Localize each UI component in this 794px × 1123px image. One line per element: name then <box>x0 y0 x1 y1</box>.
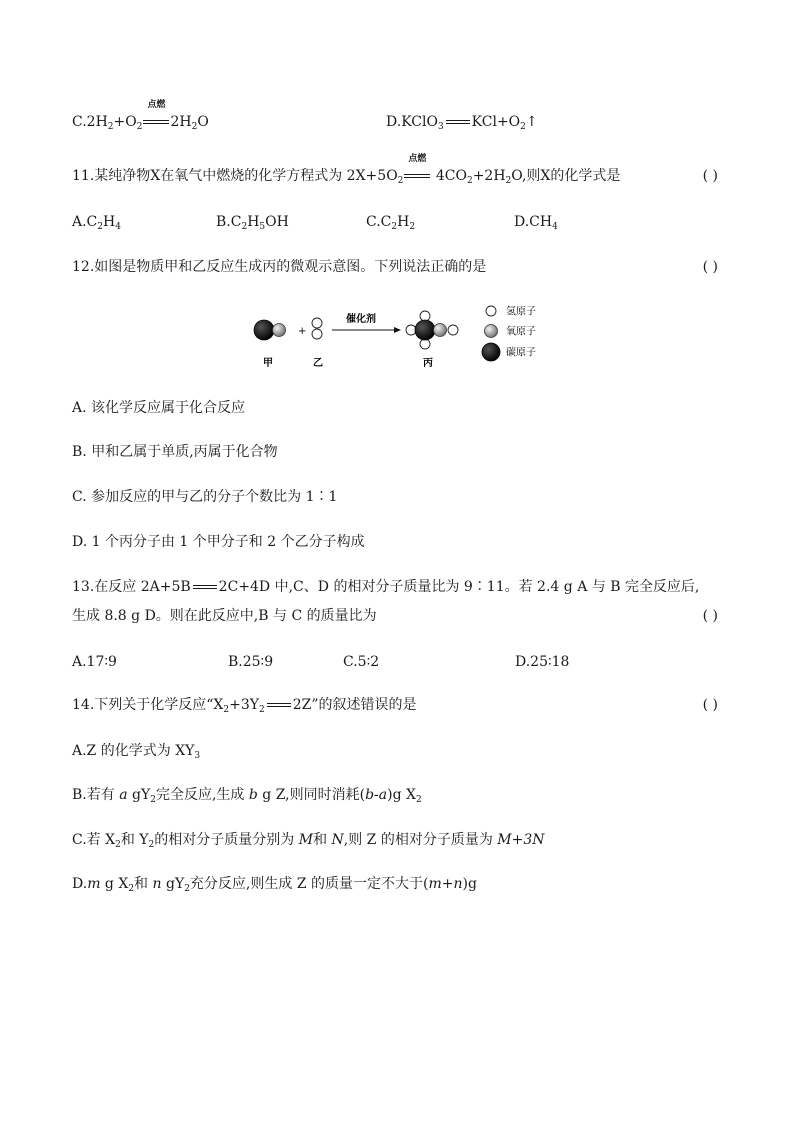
reaction-condition: 点燃 <box>142 112 170 132</box>
arrow-head-icon <box>394 327 401 333</box>
q12-stem: 12.如图是物质甲和乙反应生成丙的微观示意图。下列说法正确的是 <box>72 259 487 275</box>
label-jia: 甲 <box>263 358 273 369</box>
reaction-diagram <box>248 300 548 380</box>
q13-stem-line2: 生成 8.8 g D。则在此反应中,B 与 C 的质量比为 <box>72 608 377 624</box>
q14-answer-paren: ( ) <box>702 697 718 713</box>
carbon-atom <box>415 320 435 340</box>
q12-answer-paren: ( ) <box>702 259 718 275</box>
legend-carbon-label: 碳原子 <box>506 347 536 359</box>
q11-option-b: $B.C_2H_5OH$ <box>216 214 289 232</box>
legend-oxygen-label: 氧原子 <box>506 326 536 338</box>
q13-option-a: A.17∶9 <box>72 654 117 670</box>
q14-stem: 14.下列关于化学反应“$X_2+3Y_2$ 2Z”的叙述错误的是 <box>72 697 417 715</box>
q14-option-c: C.若 $X_2$和 $Y_2$的相对分子质量分别为 M和 N,则 Z 的相对分子质量为 M+3N <box>72 832 545 850</box>
label-bing: 丙 <box>423 358 433 369</box>
plus-sign: + <box>298 326 307 337</box>
hydrogen-atom <box>420 339 430 349</box>
oxygen-atom <box>273 324 286 337</box>
q13-option-d: D.25∶18 <box>515 654 570 670</box>
hydrogen-atom <box>312 318 322 328</box>
q13-stem-line1: 13.在反应 2A+5B 2C+4D 中,C、D 的相对分子质量比为 9∶11。若 2.4 g A 与 B 完全反应后, <box>72 579 700 595</box>
legend-hydrogen-icon <box>486 306 496 316</box>
q11-answer-paren: ( ) <box>702 168 718 184</box>
label-yi: 乙 <box>313 358 323 369</box>
q11-option-d: $D.CH_4$ <box>514 214 558 232</box>
q11-option-c: $C.C_2H_2$ <box>366 214 416 232</box>
q12-option-a: A. 该化学反应属于化合反应 <box>72 400 246 416</box>
q11-stem: 11.某纯净物X在氧气中燃烧的化学方程式为 $2X+5O_2$ 点燃 $4CO_2+2H_2O$,则X的化学式是 <box>72 154 621 186</box>
hydrogen-atom <box>406 325 416 335</box>
q11-option-a: $A.C_2H_4$ <box>72 214 121 232</box>
legend-carbon-icon <box>482 343 500 361</box>
oxygen-atom <box>434 324 447 337</box>
q14-option-d: D.m g $X_2$和 n $gY_2$充分反应,则生成 Z 的质量一定不大于(m+n)g <box>72 876 477 894</box>
q13-option-b: B.25∶9 <box>228 654 274 670</box>
q14-option-b: B.若有 a $gY_2$完全反应,生成 b g Z,则同时消耗(b-a)g $X_2$ <box>72 787 422 805</box>
q12-option-c: C. 参加反应的甲与乙的分子个数比为 1∶1 <box>72 489 338 505</box>
hydrogen-atom <box>448 325 458 335</box>
catalyst-label: 催化剂 <box>346 314 376 325</box>
q13-answer-paren: ( ) <box>702 608 718 624</box>
q12-option-d: D. 1 个丙分子由 1 个甲分子和 2 个乙分子构成 <box>72 534 365 550</box>
legend-hydrogen-label: 氢原子 <box>506 306 536 318</box>
q13-option-c: C.5∶2 <box>343 654 380 670</box>
q12-option-b: B. 甲和乙属于单质,丙属于化合物 <box>72 444 278 460</box>
reaction-condition: 点燃 <box>403 166 431 186</box>
legend-oxygen-icon <box>485 325 498 338</box>
hydrogen-atom <box>420 311 430 321</box>
q10-option-d: D.KClO$_3$ $KCl+O_2↑$ <box>386 114 538 132</box>
hydrogen-atom <box>312 329 322 339</box>
q10-option-c: $C.2H_2+O_2$ 点燃 $2H_2O$ <box>72 100 209 132</box>
carbon-atom <box>254 320 274 340</box>
q14-option-a: A.Z 的化学式为 $XY_3$ <box>72 743 201 761</box>
